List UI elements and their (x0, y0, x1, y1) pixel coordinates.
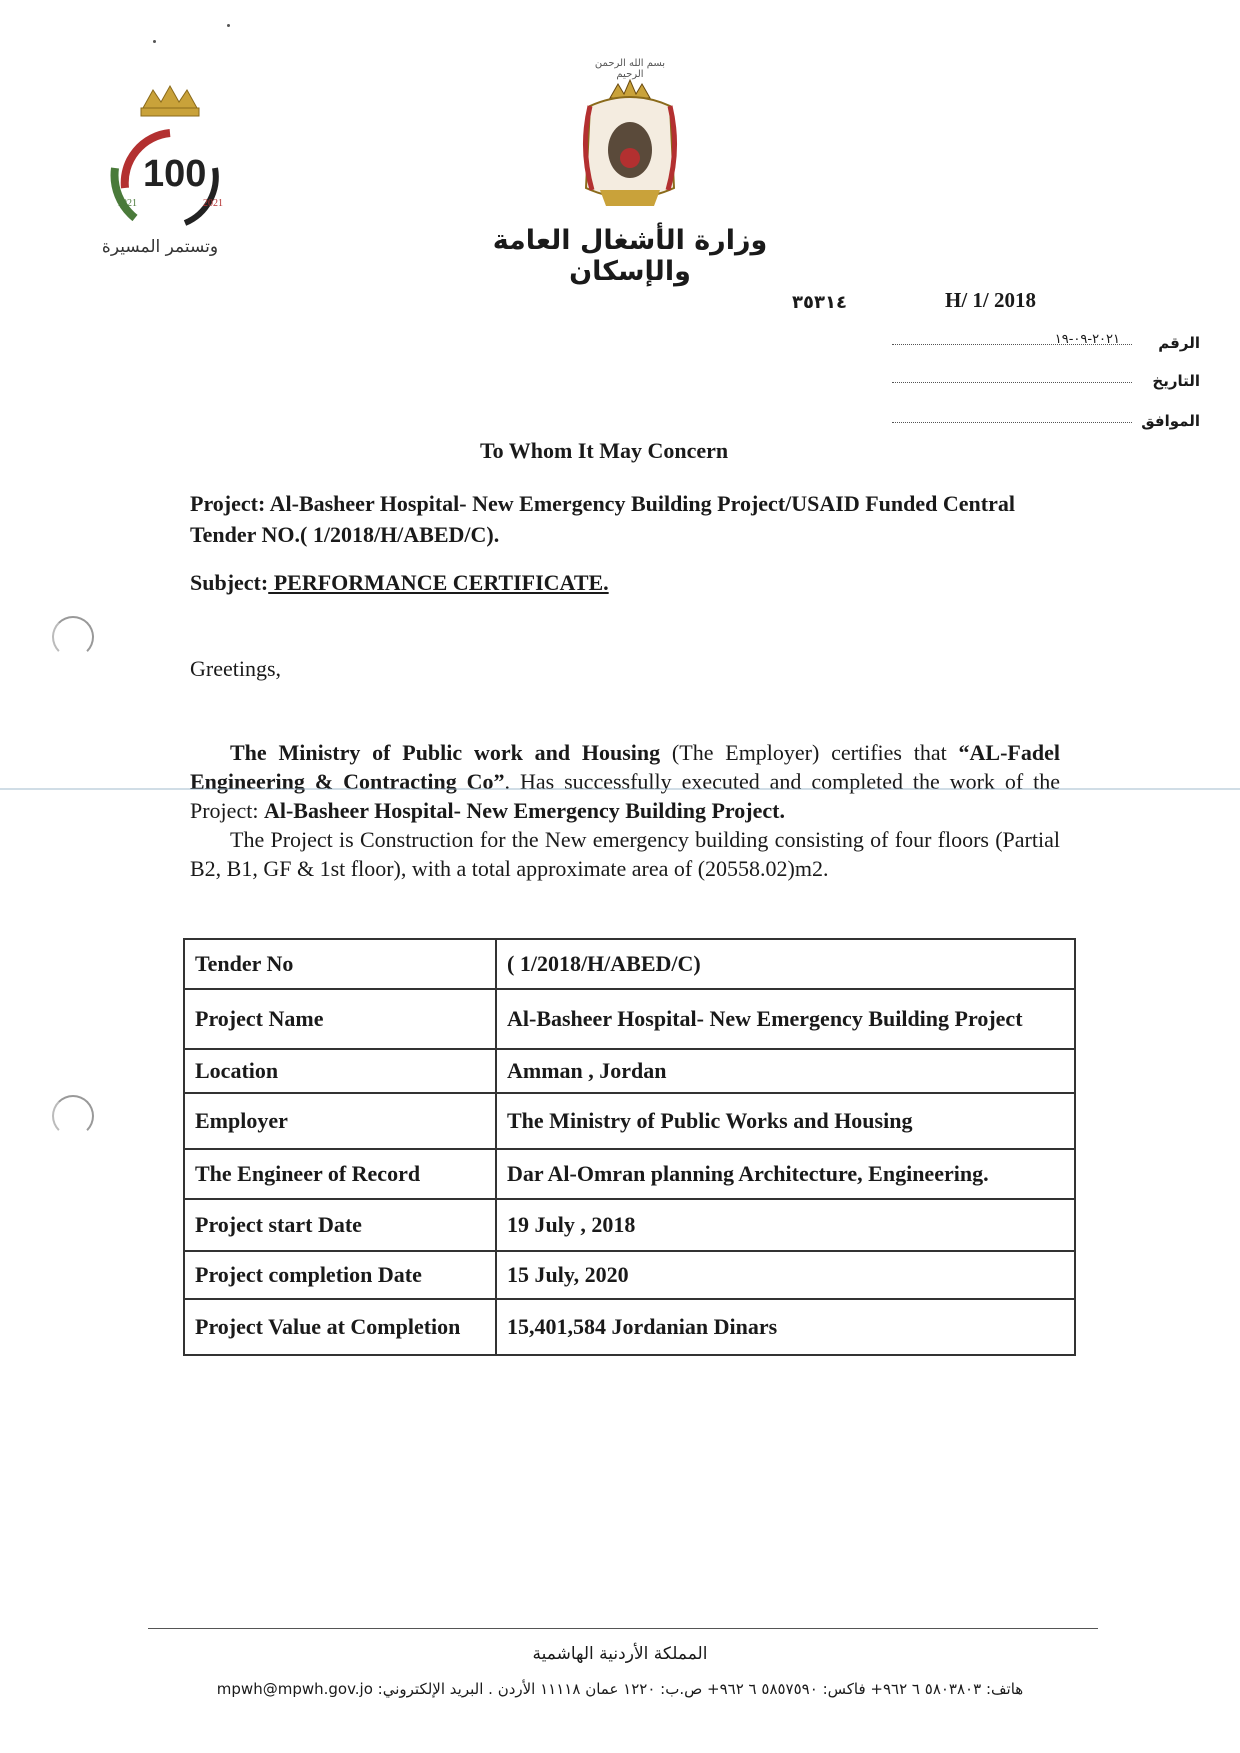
ministry-name-ar: وزارة الأشغال العامة والإسكان (492, 225, 768, 287)
table-value-cell: The Ministry of Public Works and Housing (496, 1093, 1075, 1149)
basmala: بسم الله الرحمن الرحيم (594, 58, 666, 80)
reference-corresponding-dots (892, 422, 1132, 423)
table-label-cell: The Engineer of Record (184, 1149, 496, 1199)
punch-hole-mark (52, 1095, 94, 1137)
reference-number: H/ 1/ 2018 (945, 288, 1037, 312)
project-description-paragraph: The Project is Construction for the New emergency building consisting of four floors (Partial B2, B1, GF & 1st floor), with a total approximate area of (20558.02)m2. (190, 827, 1060, 881)
reference-number-row (895, 334, 1200, 360)
scan-speck (227, 24, 230, 27)
project-text: Al-Basheer Hospital- New Emergency Building Project/USAID Funded Central Tender NO.( 1/2018/H/ABED/C). (190, 491, 1015, 547)
table-value-cell: 15,401,584 Jordanian Dinars (496, 1299, 1075, 1355)
table-row (184, 1299, 1075, 1355)
table-row (184, 939, 1075, 989)
table-row (184, 1093, 1075, 1149)
table-value-cell: Al-Basheer Hospital- New Emergency Building Project (496, 989, 1075, 1049)
centenary-year-start: 1921 (117, 198, 137, 209)
scan-speck (153, 40, 156, 43)
punch-hole-mark (52, 616, 94, 658)
project-line (190, 488, 1070, 550)
table-label-cell: Project completion Date (184, 1251, 496, 1299)
reference-corresponding-label: الموافق (1141, 412, 1200, 430)
table-value-cell: Dar Al-Omran planning Architecture, Engineering. (496, 1149, 1075, 1199)
table-row (184, 1149, 1075, 1199)
table-row (184, 989, 1075, 1049)
table-value-cell: Amman , Jordan (496, 1049, 1075, 1093)
reference-date-row (895, 372, 1200, 398)
reference-number-ar: ٣٥٣١٤ (792, 292, 847, 313)
table-value-cell: ( 1/2018/H/ABED/C) (496, 939, 1075, 989)
table-label-cell: Project Value at Completion (184, 1299, 496, 1355)
centenary-number: 100 (143, 153, 207, 195)
subject-value: PERFORMANCE CERTIFICATE. (268, 570, 609, 595)
table-label-cell: Location (184, 1049, 496, 1093)
greeting: Greetings, (190, 656, 282, 681)
contractor-name: “AL-Fadel Engineering & Contracting Co” (190, 740, 1060, 794)
reference-date-label: التاريخ (1152, 372, 1200, 390)
table-row (184, 1251, 1075, 1299)
coat-of-arms (570, 78, 690, 238)
employer-name: The Ministry of Public work and Housing (230, 740, 661, 765)
para1-tail: . Has successfully executed and completed the work of the Project: (190, 769, 1060, 823)
project-details-table (183, 938, 1076, 1356)
certification-paragraph (190, 738, 1060, 825)
footer-contact: هاتف: ٥٨٠٣٨٠٣ ٦ ٩٦٢+ فاكس: ٥٨٥٧٥٩٠ ٦ ٩٦٢+ ص.ب: ١٢٢٠ عمان ١١١١٨ الأردن . البريد الإلكتروني: mpwh@mpwh.gov.jo (216, 1680, 1024, 1698)
table-row (184, 1049, 1075, 1093)
subject-label: Subject: (190, 570, 269, 595)
table-label-cell: Employer (184, 1093, 496, 1149)
reference-number-value: ٢٠٢١-٠٩-١٩ (1054, 332, 1120, 347)
table-label-cell: Project Name (184, 989, 496, 1049)
table-value-cell: 19 July , 2018 (496, 1199, 1075, 1251)
para1-project: Al-Basheer Hospital- New Emergency Building Project. (263, 798, 785, 823)
para1-mid: (The Employer) certifies that (660, 740, 959, 765)
addressee: To Whom It May Concern (480, 438, 729, 463)
table-value-cell: 15 July, 2020 (496, 1251, 1075, 1299)
project-label: Project: (190, 491, 266, 516)
centenary-year-end: 2021 (203, 198, 223, 209)
table-label-cell: Project start Date (184, 1199, 496, 1251)
reference-number-label: الرقم (1158, 334, 1200, 352)
reference-date-dots (892, 382, 1132, 383)
reference-corresponding-row (895, 412, 1200, 438)
coat-of-arms-icon (570, 78, 690, 218)
table-row (184, 1199, 1075, 1251)
scan-artifact-line (0, 788, 1240, 790)
footer-divider (148, 1628, 1098, 1629)
centenary-slogan: وتستمر المسيرة (101, 237, 219, 257)
table-label-cell: Tender No (184, 939, 496, 989)
footer-kingdom: المملكة الأردنية الهاشمية (532, 1644, 708, 1664)
subject-line (190, 570, 609, 596)
